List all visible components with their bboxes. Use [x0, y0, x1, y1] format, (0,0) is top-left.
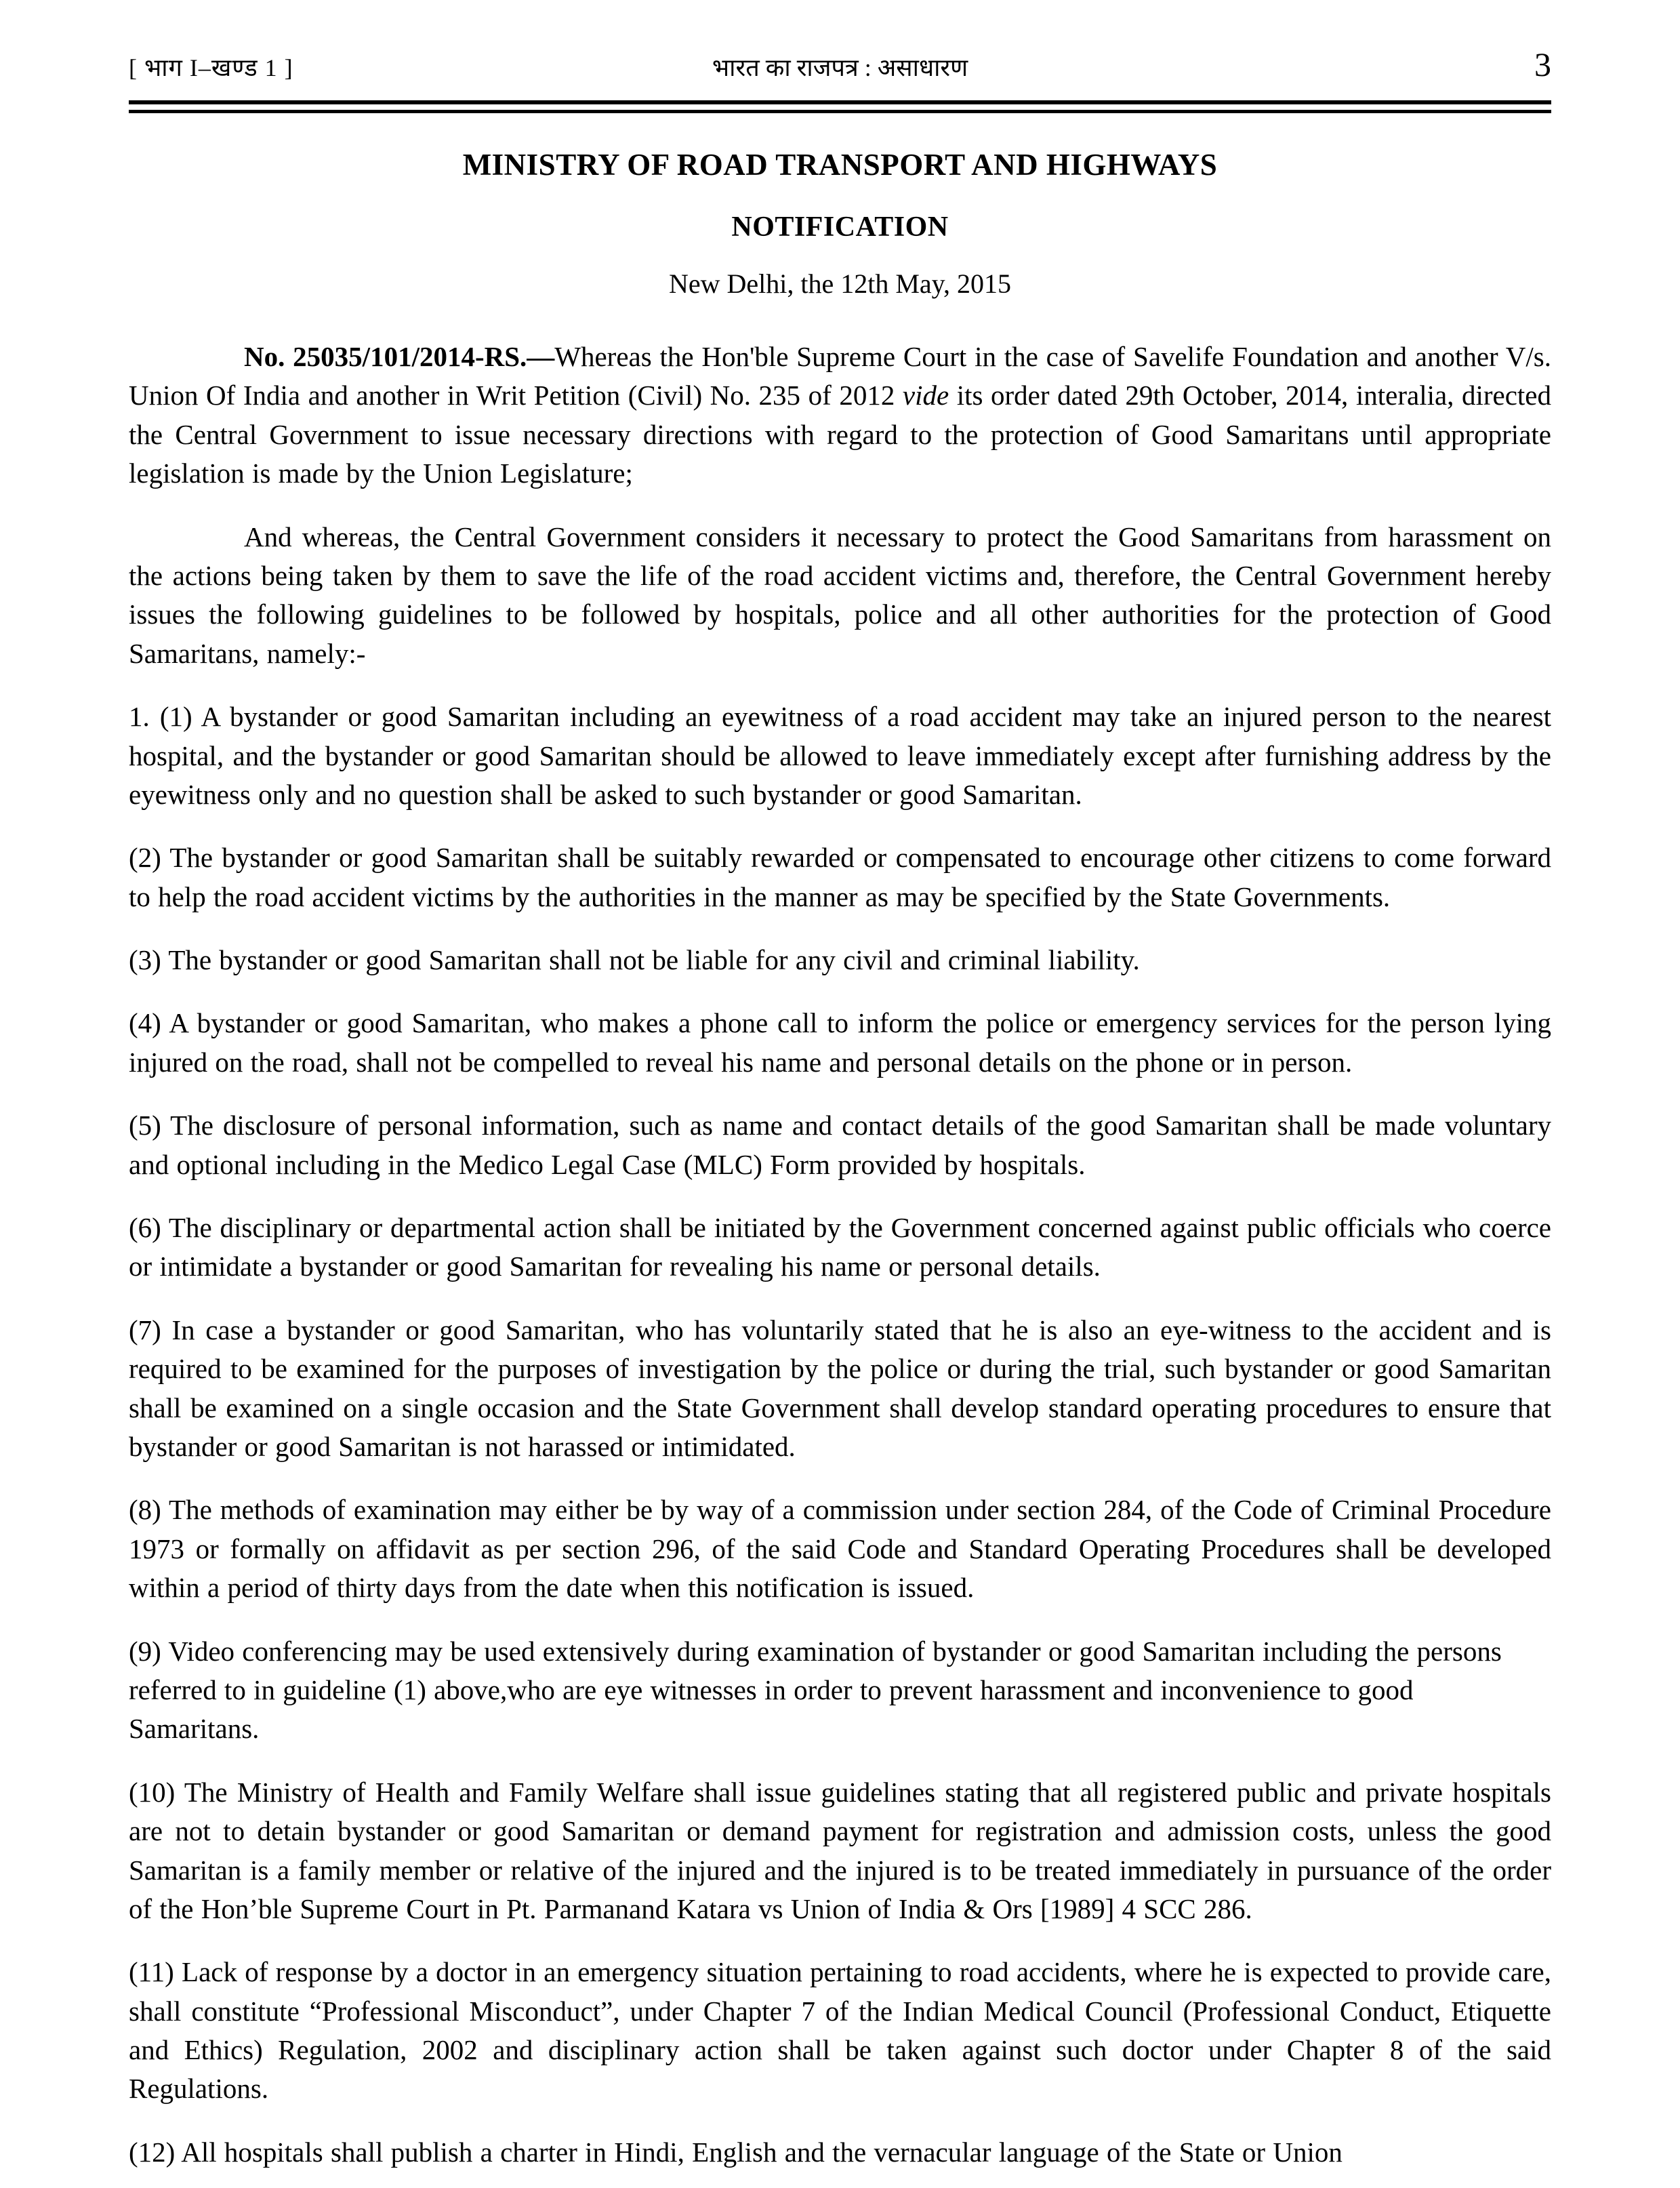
guideline-paragraph-4: (4) A bystander or good Samaritan, who makes a phone call to inform the police or emergency services for the person lying injured on the road, shall not be compelled to reveal his name and personal details on the phone or in person. [129, 1007, 1551, 1078]
guideline-paragraph-6: (6) The disciplinary or departmental action shall be initiated by the Government concerned against public officials who coerce or intimidate a bystander or good Samaritan for revealing his name or personal details. [129, 1212, 1551, 1282]
header-part-section-label: [ भाग I–खण्ड 1 ] [129, 54, 293, 81]
guideline-paragraph-1: 1. (1) A bystander or good Samaritan including an eyewitness of a road accident may take an injured person to the nearest hospital, and the bystander or good Samaritan should be allowed to leave immediately except after furnishing address by the eyewitness only and no question shall be asked to such bystander or good Samaritan. [129, 701, 1551, 810]
guideline-paragraph-9: (9) Video conferencing may be used extensively during examination of bystander or good Samaritan including the persons referred to in guideline (1) above,who are eye witnesses in order to prevent harassment and inconvenience to good Samaritans. [129, 1635, 1502, 1745]
opening-text-1: Whereas the Hon'ble Supreme Court in the case of Savelife Foundation and another V/s. Union Of India and another in Writ Petition (Civil) No. 235 of 2012 [129, 341, 1551, 411]
guideline-paragraph-8: (8) The methods of examination may either be by way of a commission under section 284, of the Code of Criminal Procedure 1973 or formally on affidavit as per section 296, of the said Code and Standard Operating Procedures shall be developed within a period of thirty days from the date when this notification is issued. [129, 1494, 1551, 1604]
header-gazette-title: भारत का राजपत्र : असाधारण [712, 54, 968, 81]
header-divider-rule [129, 100, 1551, 113]
guideline-paragraph-10: (10) The Ministry of Health and Family Welfare shall issue guidelines stating that all registered public and private hospitals are not to detain bystander or good Samaritan or demand payment for registration and admission costs, unless the good Samaritan is a family member or relative of the injured and the injured is to be treated immediately in pursuance of the order of the Hon’ble Supreme Court in Pt. Parmanand Katara vs Union of India & Ors [1989] 4 SCC 286. [129, 1776, 1551, 1924]
vide-italic-word: vide [902, 380, 949, 411]
page-number: 3 [1534, 45, 1551, 83]
guideline-paragraph-5: (5) The disclosure of personal information, such as name and contact details of the good Samaritan shall be made voluntary and optional including in the Medico Legal Case (MLC) Form provided by hospitals. [129, 1110, 1551, 1180]
notification-number: No. 25035/101/2014-RS.— [244, 341, 555, 372]
page-header [129, 45, 1551, 84]
guideline-paragraph-3: (3) The bystander or good Samaritan shall not be liable for any civil and criminal liability. [129, 944, 1140, 976]
guideline-paragraph-2: (2) The bystander or good Samaritan shall be suitably rewarded or compensated to encourage other citizens to come forward to help the road accident victims by the authorities in the manner as may be specified by the State Governments. [129, 842, 1551, 912]
notification-heading: NOTIFICATION [731, 211, 949, 243]
ministry-title: MINISTRY OF ROAD TRANSPORT AND HIGHWAYS [462, 148, 1218, 182]
opening-paragraph [129, 338, 1551, 493]
dateline: New Delhi, the 12th May, 2015 [668, 268, 1012, 299]
preamble-paragraph: And whereas, the Central Government considers it necessary to protect the Good Samaritans from harassment on the actions being taken by them to save the life of the road accident victims and, therefore, the Central Government hereby issues the following guidelines to be followed by hospitals, police and all other authorities for the protection of Good Samaritans, namely:- [129, 521, 1551, 669]
guideline-paragraph-11: (11) Lack of response by a doctor in an emergency situation pertaining to road accidents, where he is expected to provide care, shall constitute “Professional Misconduct”, under Chapter 7 of the Indian Medical Council (Professional Conduct, Etiquette and Ethics) Regulation, 2002 and disciplinary action shall be taken against such doctor under Chapter 8 of the said Regulations. [129, 1956, 1551, 2105]
guideline-paragraph-7: (7) In case a bystander or good Samaritan, who has voluntarily stated that he is also an eye-witness to the accident and is required to be examined for the purposes of investigation by the police or during the trial, such bystander or good Samaritan shall be examined on a single occasion and the State Government shall develop standard operating procedures to ensure that bystander or good Samaritan is not harassed or intimidated. [129, 1314, 1551, 1462]
guideline-paragraph-12: (12) All hospitals shall publish a charter in Hindi, English and the vernacular language of the State or Union [129, 2136, 1343, 2168]
opening-text-2: its order dated 29th October, 2014, interalia, directed the Central Government to issue necessary directions with regard to the protection of Good Samaritans until appropriate legislation is made by the Union Legislature; [129, 380, 1552, 489]
